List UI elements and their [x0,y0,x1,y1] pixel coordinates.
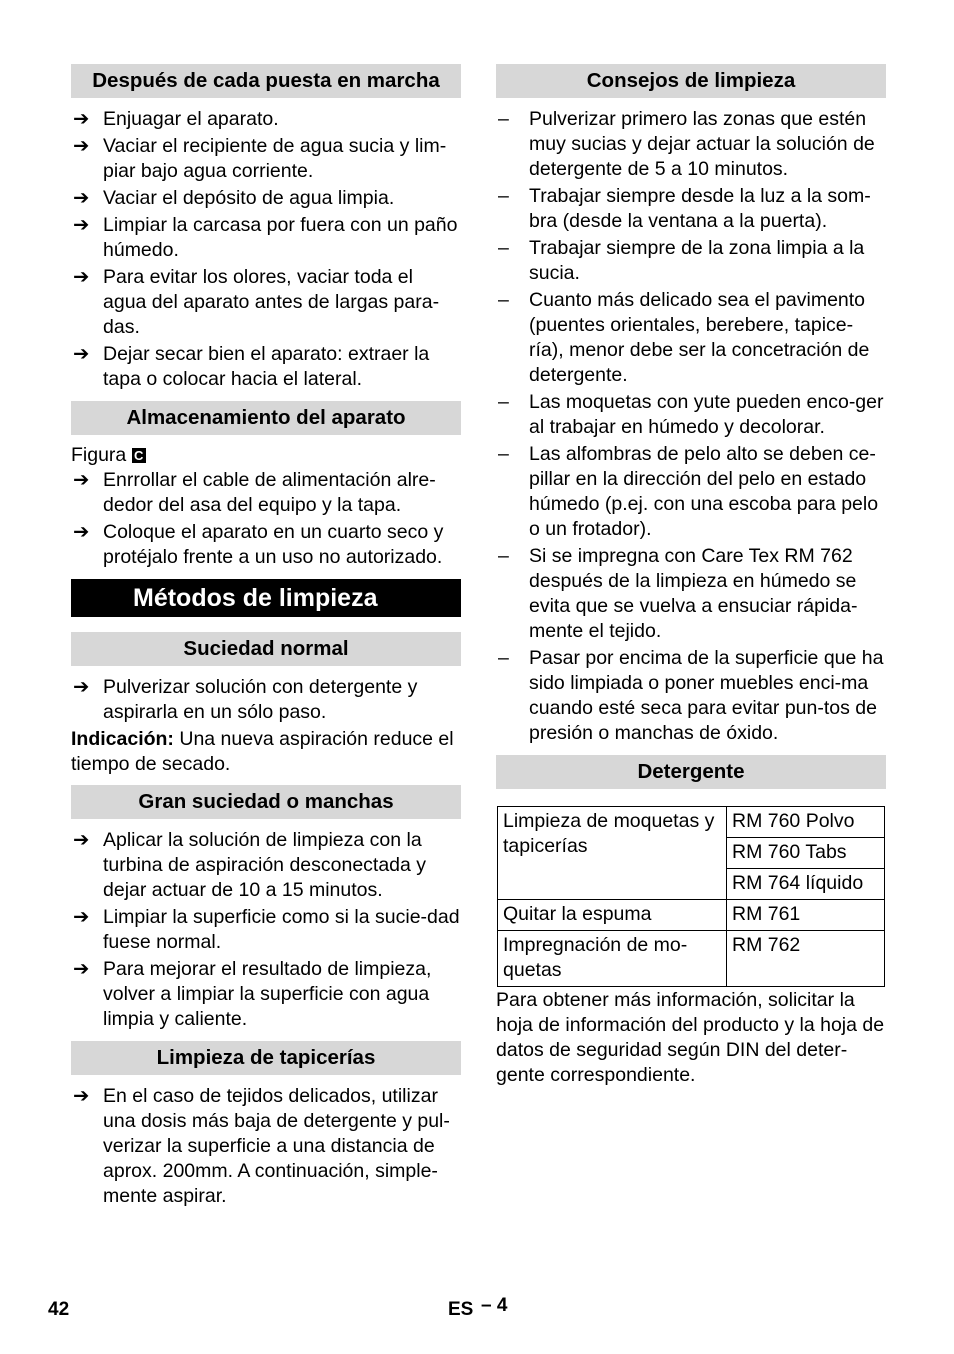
detergent-table [497,806,885,987]
arrow-icon: ➔ [73,266,90,288]
section-heading-detergent: Detergente [496,755,886,789]
list-item: ➔ Enrrollar el cable de alimentación alre-dedor del asa del equipo y la tapa. [73,469,436,516]
arrow-icon: ➔ [73,214,90,236]
list-item: ➔ Limpiar la carcasa por fuera con un paño húmedo. [73,214,458,261]
dash-bullet: – [498,391,509,413]
list-item: ➔ Limpiar la superficie como si la sucie-dad fuese normal. [73,906,460,953]
dash-bullet: – [498,108,509,130]
table-cell-use: Impregnación de mo-quetas [498,931,727,987]
note-label: Indicación: [71,728,174,750]
section-heading-heavy-dirt: Gran suciedad o manchas [71,785,461,819]
arrow-icon: ➔ [73,958,90,980]
list-item: ➔ Para evitar los olores, vaciar toda el agua del aparato antes de largas para-das. [73,266,440,338]
section-heading-cleaning-tips: Consejos de limpieza [496,64,886,98]
list-item: ➔ Dejar secar bien el aparato: extraer la tapa o colocar hacia el lateral. [73,343,430,390]
table-cell-product: RM 760 Polvo [727,807,885,838]
arrow-icon: ➔ [73,108,90,130]
table-cell-product: RM 760 Tabs [727,838,885,869]
section-heading-storage: Almacenamiento del aparato [71,401,461,435]
arrow-icon: ➔ [73,829,90,851]
table-cell-use: Quitar la espuma [498,900,727,931]
detergent-info-paragraph: Para obtener más información, solicitar la hoja de información del producto y la hoja de datos de seguridad según DIN del deter-gente correspondiente. [496,989,885,1086]
list-item: ➔ Para mejorar el resultado de limpieza, volver a limpiar la superficie con agua limpia y caliente. [73,958,432,1030]
dash-bullet: – [498,545,509,567]
arrow-icon: ➔ [73,1085,90,1107]
table-cell-product: RM 761 [727,900,885,931]
list-item: – Pasar por encima de la superficie que ha sido limpiada o poner muebles enci-ma cuando esté seca para evitar pun-tos de presión o manchas de óxido. [498,647,884,744]
figure-letter-badge: C [132,448,146,463]
list-item: ➔ Pulverizar solución con detergente y aspirarla en un sólo paso. [73,676,418,723]
section-heading-after-use: Después de cada puesta en marcha [71,64,461,98]
list-item: ➔ Vaciar el depósito de agua limpia. [73,187,395,209]
dash-bullet: – [498,185,509,207]
list-item: – Cuanto más delicado sea el pavimento (puentes orientales, berebere, tapice-ría), menor debe ser la concetración de detergente. [498,289,870,386]
list-item: ➔ En el caso de tejidos delicados, utilizar una dosis más baja de detergente y pul-verizar la superficie a una distancia de aprox. 200mm. A continuación, simple-mente aspirar. [73,1085,450,1207]
section-page-number: – 4 [481,1295,508,1316]
section-heading-normal-dirt: Suciedad normal [71,632,461,666]
note-paragraph: Indicación: Una nueva aspiración reduce el tiempo de secado. [71,728,454,775]
left-column [71,64,461,1209]
right-column [496,64,886,1088]
dash-bullet: – [498,443,509,465]
arrow-icon: ➔ [73,521,90,543]
table-row [498,931,885,987]
arrow-icon: ➔ [73,676,90,698]
dash-bullet: – [498,237,509,259]
list-item: – Trabajar siempre desde la luz a la som-bra (desde la ventana a la puerta). [498,185,871,232]
figure-reference: Figura C [71,443,461,468]
list-item: ➔ Aplicar la solución de limpieza con la turbina de aspiración desconectada y dejar actuar de 10 a 15 minutos. [73,829,427,901]
chapter-title: Métodos de limpieza [71,579,461,617]
list-item: – Trabajar siempre de la zona limpia a la sucia. [498,237,865,284]
list-item: – Las moquetas con yute pueden enco-ger al trabajar en húmedo y decolorar. [498,391,884,438]
list-item: – Si se impregna con Care Tex RM 762 después de la limpieza en húmedo se evita que se vuelva a ensuciar rápida-mente el tejido. [498,545,858,642]
arrow-icon: ➔ [73,187,90,209]
arrow-icon: ➔ [73,469,90,491]
list-item: – Las alfombras de pelo alto se deben ce-pillar en la dirección del pelo en estado húmedo (p.ej. con una escoba para pelo o un frotador). [498,443,879,540]
language-code: ES [448,1299,474,1320]
arrow-icon: ➔ [73,135,90,157]
table-row [498,900,885,931]
list-item: – Pulverizar primero las zonas que estén muy sucias y dejar actuar la solución de detergente de 5 a 10 minutos. [498,108,875,180]
table-cell-product: RM 764 líquido [727,869,885,900]
list-item: ➔ Vaciar el recipiente de agua sucia y lim-piar bajo agua corriente. [73,135,447,182]
table-row [498,807,885,838]
dash-bullet: – [498,647,509,669]
table-cell-use: Limpieza de moquetas y tapicerías [498,807,727,900]
table-cell-product: RM 762 [727,931,885,987]
list-item: ➔ Enjuagar el aparato. [73,108,279,130]
page-number: 42 [48,1299,70,1320]
arrow-icon: ➔ [73,343,90,365]
arrow-icon: ➔ [73,906,90,928]
dash-bullet: – [498,289,509,311]
section-heading-upholstery: Limpieza de tapicerías [71,1041,461,1075]
list-item: ➔ Coloque el aparato en un cuarto seco y protéjalo frente a un uso no autorizado. [73,521,444,568]
